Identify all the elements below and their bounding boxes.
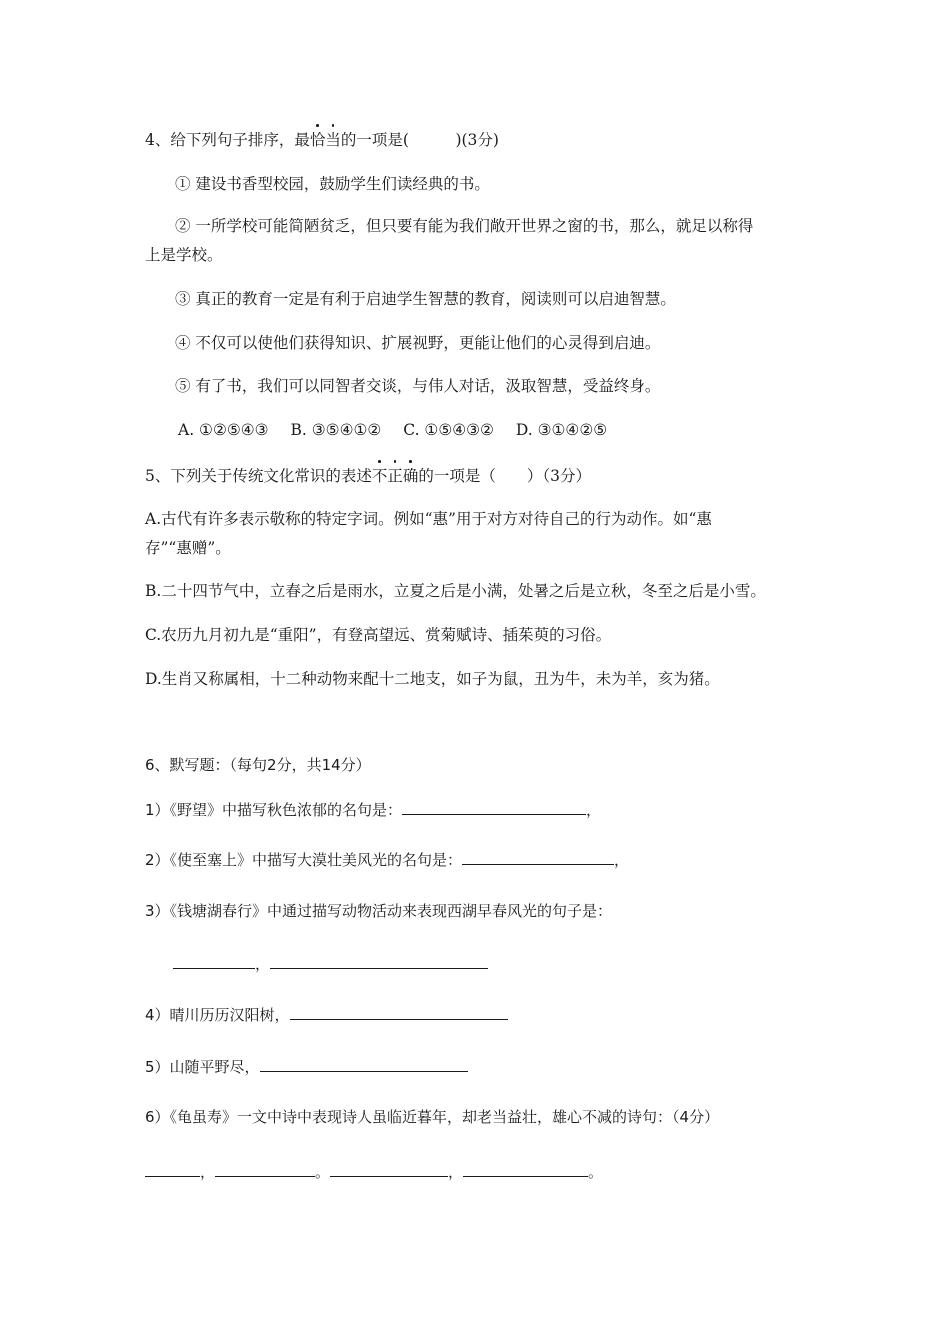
- punct: 。: [315, 1163, 331, 1181]
- q4-sentence-5: ⑤ 有了书，我们可以同智者交谈，与伟人对话，汲取智慧，受益终身。: [175, 377, 661, 395]
- q6-item-6: 6）《龟虽寿》一文中诗中表现诗人虽临近暮年，却老当益壮，雄心不减的诗句：（4分）: [145, 1108, 720, 1126]
- q5-stem: [145, 465, 591, 487]
- answer-blank[interactable]: [290, 1004, 508, 1020]
- answer-blank[interactable]: [330, 1161, 448, 1177]
- answer-blank[interactable]: [145, 1161, 200, 1177]
- q4-option-d[interactable]: D. ③①④②⑤: [515, 421, 608, 439]
- q6-title: 6、默写题：（每句2分，共14分）: [145, 756, 371, 774]
- q4-options: [178, 419, 629, 441]
- q5-option-a[interactable]: A.古代有许多表示敬称的特定字词。例如“惠”用于对方对待自己的行为动作。如“惠: [145, 510, 712, 528]
- q5-option-a-cont: 存”“惠赠”。: [145, 539, 231, 557]
- q6-item-1-text: 1）《野望》中描写秋色浓郁的名句是：: [145, 801, 403, 819]
- punct: ，: [614, 851, 630, 869]
- q4-sentence-3: ③ 真正的教育一定是有利于启迪学生智慧的教育，阅读则可以启迪智慧。: [175, 290, 676, 308]
- q5-stem-text: 的一项是（ ）（3分）: [418, 467, 592, 485]
- q4-option-c[interactable]: C. ①⑤④③②: [403, 421, 494, 439]
- q4-option-a[interactable]: A. ①②⑤④③: [178, 421, 269, 439]
- answer-blank[interactable]: [270, 953, 488, 969]
- punct: ，: [586, 801, 602, 819]
- q4-option-b[interactable]: B. ③⑤④①②: [290, 421, 382, 439]
- q5-option-c[interactable]: C.农历九月初九是“重阳”，有登高望远、赏菊赋诗、插茱萸的习俗。: [145, 626, 612, 644]
- punct: ，: [255, 955, 271, 973]
- q6-item-2-text: 2）《使至塞上》中描写大漠壮美风光的名句是：: [145, 851, 463, 869]
- q5-option-b[interactable]: B.二十四节气中，立春之后是雨水，立夏之后是小满，处暑之后是立秋，冬至之后是小雪。: [145, 582, 766, 600]
- q6-item-3-answers: [173, 953, 488, 975]
- emphasis-char: 正: [387, 467, 403, 485]
- answer-blank[interactable]: [215, 1161, 315, 1177]
- q6-item-5: [145, 1056, 468, 1078]
- answer-blank[interactable]: [173, 953, 255, 969]
- q4-sentence-2-cont: 上是学校。: [145, 246, 223, 264]
- emphasis-char: 确: [402, 467, 419, 485]
- emphasis-char: 恰: [309, 131, 326, 149]
- q5-option-d[interactable]: D.生肖又称属相，十二种动物来配十二地支，如子为鼠，丑为牛，未为羊，亥为猪。: [145, 670, 720, 688]
- emphasis-char: 不: [371, 467, 388, 485]
- emphasis-char: 当: [325, 131, 341, 149]
- q6-item-4: [145, 1004, 508, 1026]
- punct: 。: [588, 1163, 604, 1181]
- punct: ，: [448, 1163, 464, 1181]
- q4-sentence-1: ① 建设书香型校园，鼓励学生们读经典的书。: [175, 175, 490, 193]
- q4-stem-text: 4、给下列句子排序，最: [145, 131, 310, 149]
- q6-item-1: [145, 799, 601, 821]
- q6-item-5-text: 5）山随平野尽，: [145, 1058, 260, 1076]
- answer-blank[interactable]: [462, 849, 614, 865]
- answer-blank[interactable]: [260, 1056, 468, 1072]
- q4-sentence-4: ④ 不仅可以使他们获得知识、扩展视野，更能让他们的心灵得到启迪。: [175, 334, 661, 352]
- answer-blank[interactable]: [463, 1161, 588, 1177]
- q5-stem-text: 5、下列关于传统文化常识的表述: [145, 467, 372, 485]
- q6-item-4-text: 4）晴川历历汉阳树，: [145, 1006, 290, 1024]
- q4-sentence-2: ② 一所学校可能简陋贫乏，但只要有能为我们敞开世界之窗的书，那么，就足以称得: [175, 217, 754, 235]
- q4-stem: [145, 129, 499, 151]
- q6-item-3: 3）《钱塘湖春行》中通过描写动物活动来表现西湖早春风光的句子是：: [145, 902, 613, 920]
- q6-item-2: [145, 849, 629, 871]
- q4-stem-text: 的一项是( )(3分): [340, 131, 499, 149]
- q6-item-6-answers: [145, 1161, 603, 1183]
- answer-blank[interactable]: [402, 799, 586, 815]
- punct: ，: [200, 1163, 216, 1181]
